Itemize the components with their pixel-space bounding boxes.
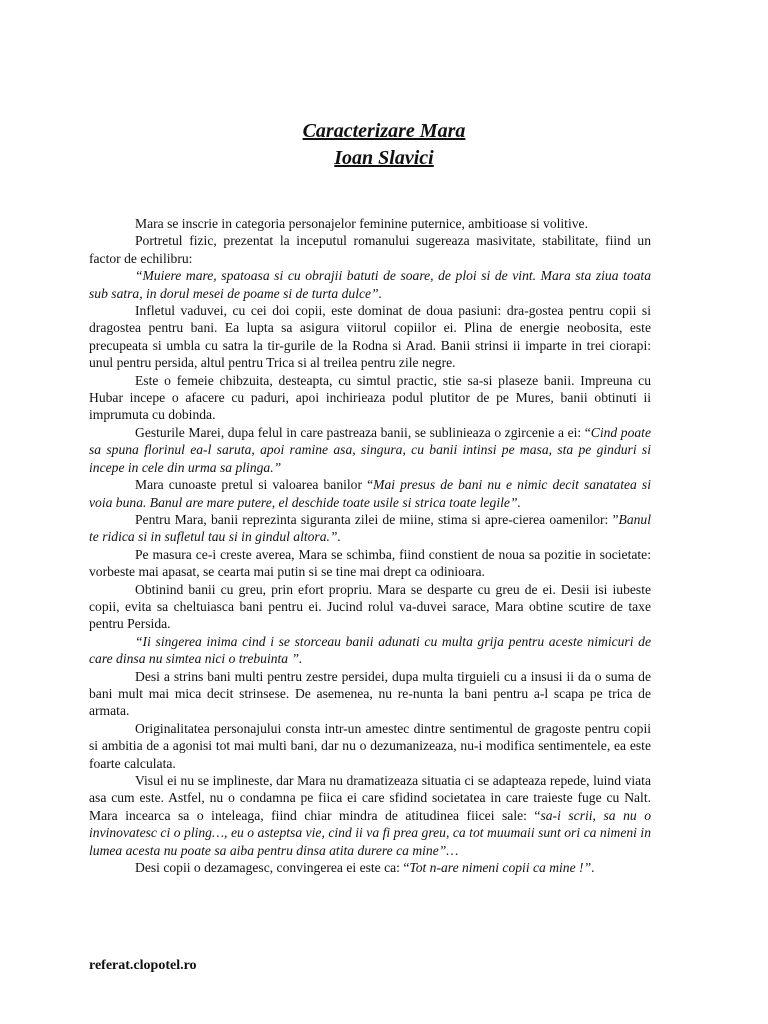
paragraph-text: Infletul vaduvei, cu cei doi copii, este dominat de doua pasiuni: dra-gostea pentru copii si dragostea pentru bani. Ea lupta sa asigura viitorul copiilor ei. Plina de energie neobosita, este precupeata si umbla cu satra la tir-gurile de la Rodna si Arad. Banii strinsi ii imparte in trei ciorapi: unul pentru persida, altul pentru Trica si al treilea pentru zile negre. [89,303,651,371]
paragraph-text: Desi copii o dezamagesc, convingerea ei este ca: “ [135,860,410,876]
body-paragraph [89,772,651,859]
body-paragraph [89,372,651,424]
document-title: Caracterizare Mara [302,120,466,142]
paragraph-text: Portretul fizic, prezentat la inceputul romanului sugereaza masivitate, stabilitate, fiind un factor de echilibru: [89,233,651,266]
paragraph-text: Gesturile Marei, dupa felul in care pastreaza banii, se sublinieaza o zgircenie a ei: “ [135,424,591,440]
paragraph-text: Obtinind banii cu greu, prin efort propriu. Mara se desparte cu greu de ei. Desii isi iubeste copii, evita sa cheltuiasca bani pentru ei. Jucind rolul va-duvei sarace, Mara obtine scutire de taxe pentru Persida. [89,581,651,632]
paragraph-text: Este o femeie chibzuita, desteapta, cu simtul practic, stie sa-si plaseze banii. Impreuna cu Hubar incepe o afacere cu paduri, apoi inchirieaza podul plutitor de pe Mures, banii obtinuti ii imprumuta cu dobinda. [89,372,651,423]
paragraph-text: Mara cunoaste pretul si valoarea banilor “ [135,477,374,493]
quoted-text: “Muiere mare, spatoasa si cu obrajii batuti de soare, de ploi si de vint. Mara sta ziua toata sub satra, in dorul mesei de poame si de turta dulce”. [89,268,651,301]
quoted-text: “Ii singerea inima cind i se storceau banii adunati cu multa grija pentru aceste nimicuri de care dinsa nu simtea nici o trebuinta ”. [89,633,651,667]
quoted-text: Banul te ridica si in sufletul tau si in gindul altora.”. [89,511,651,545]
body-paragraph [89,633,651,668]
body-paragraph [89,546,651,581]
paragraph-text: Originalitatea personajului consta intr-un amestec dintre sentimentul de gragoste pentru copii si ambitia de a agonisi tot mai multi bani, dar nu o dezumanizeaza, nu-i modifica sentimentele, ea este foarte calculata. [89,720,651,771]
paragraph-text: Desi a strins bani multi pentru zestre persidei, dupa multa tirguieli cu a insusi ii da o suma de bani mult mai mica decit strinsese. De asemenea, nu re-nunta la bani pentru a-l scapa pe trica de armata. [89,668,651,719]
quoted-text: Cind poate sa spuna florinul ea-l saruta, apoi ramine asa, singura, cu banii intinsi pe masa, sta pe ginduri si incepe in cele din urma sa plinga.” [89,424,651,475]
body-paragraph [89,424,651,476]
body-paragraph [89,267,651,302]
body-paragraph [89,476,651,511]
paragraph-text: . [591,860,595,876]
paragraph-text: Pe masura ce-i creste averea, Mara se schimba, fiind constient de noua sa pozitie in societate: vorbeste mai apasat, se cearta mai putin si se tine mai drept ca odinioara. [89,546,651,580]
paragraph-text: Visul ei nu se implineste, dar Mara nu dramatizeaza situatia ci se adapteaza repede, luind viata asa cum este. Astfel, nu o condamna pe fiica ei care sfidind societatea in care traieste fuge cu Nalt. Mara incearca sa o inteleaga, fiind chiar mindra de atitudinea fiicei sale: “ [89,773,651,823]
footer-source: referat.clopotel.ro [89,958,197,973]
body-paragraph [89,511,651,546]
body-paragraph [89,668,651,720]
body-paragraph [89,859,651,876]
paragraph-text: Pentru Mara, banii reprezinta siguranta zilei de miine, stima si apre-cierea oamenilor: ” [135,511,619,527]
body-paragraph [89,720,651,772]
quoted-text: sa-i scrii, sa nu o invinovatesc ci o pling…, eu o asteptsa vie, cind ii va fi prea greu, ca tot muumaii sunt ori ca nimeni in lumea acesta nu poate sa aiba pentru dinsa atita durere ca mine”… [89,807,652,858]
paragraph-text: Mara se inscrie in categoria personajelor feminine puternice, ambitioase si volitive. [135,216,588,231]
document-body [89,215,651,876]
body-paragraph [89,215,651,232]
body-paragraph [89,302,651,372]
quoted-text: Mai presus de bani nu e nimic decit sanatatea si voia buna. Banul are mare putere, el deschide toate usile si strica toate legile”. [89,477,651,510]
document-author: Ioan Slavici [334,147,434,169]
body-paragraph [89,232,651,267]
quoted-text: Tot n-are nimeni copii ca mine !” [409,860,592,876]
body-paragraph [89,581,651,633]
